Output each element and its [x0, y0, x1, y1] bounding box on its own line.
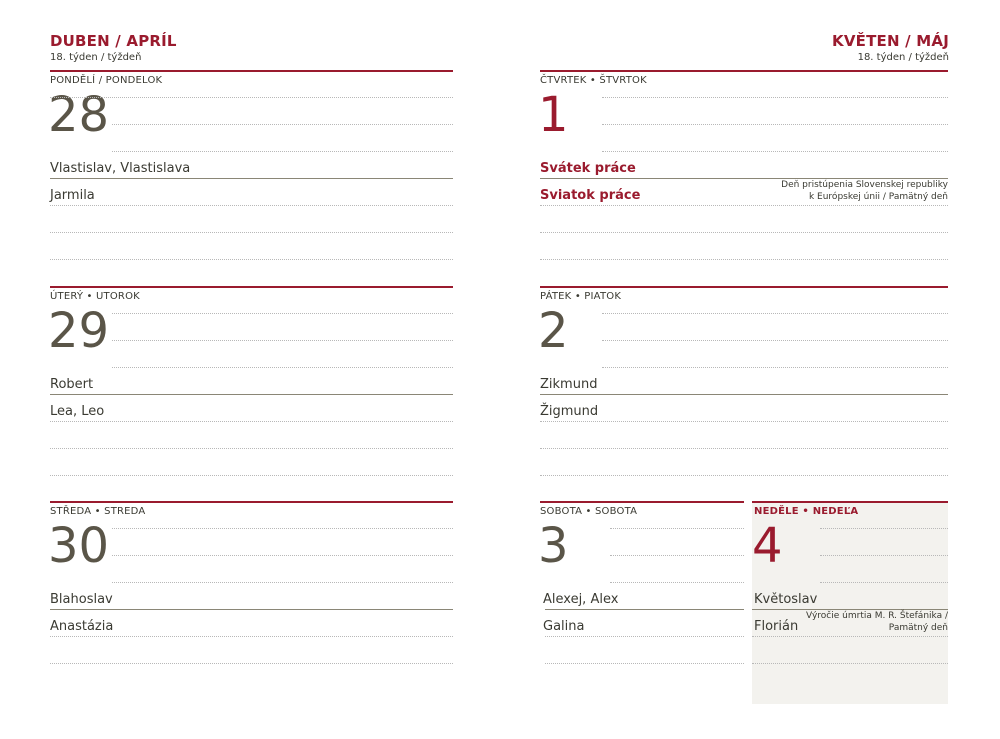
- name-day-primary: Květoslav: [754, 592, 818, 607]
- dotted-line: [545, 636, 744, 637]
- dotted-line: [50, 97, 453, 98]
- solid-line: [50, 178, 453, 179]
- day-name: SOBOTA • SOBOTA: [540, 506, 638, 517]
- day-number: 29: [48, 303, 110, 359]
- dotted-line: [540, 205, 948, 206]
- left-week-label: 18. týden / týždeň: [50, 52, 142, 63]
- day-rule: [540, 70, 948, 72]
- solid-line: [545, 609, 744, 610]
- day-rule: [540, 286, 948, 288]
- day-block-sunday[interactable]: [752, 501, 948, 701]
- right-week-label: 18. týden / týždeň: [857, 52, 949, 63]
- dotted-line: [820, 528, 948, 529]
- dotted-line: [50, 448, 453, 449]
- day-number: 28: [48, 87, 110, 143]
- name-day-secondary: Galina: [543, 619, 585, 634]
- dotted-line: [820, 555, 948, 556]
- day-number: 3: [538, 518, 569, 574]
- day-name: ÚTERÝ • UTOROK: [50, 291, 140, 302]
- dotted-line: [610, 555, 744, 556]
- name-day-secondary: Florián: [754, 619, 799, 634]
- commemoration-note: Deň pristúpenia Slovenskej republiky k Európskej únii / Pamätný deň: [781, 180, 948, 202]
- day-block-monday[interactable]: [50, 70, 453, 270]
- day-rule: [752, 501, 948, 503]
- left-month-title: DUBEN / APRÍL: [50, 32, 177, 50]
- dotted-line: [602, 367, 948, 368]
- commemoration-note: Výročie úmrtia M. R. Štefánika / Pamätný deň: [806, 611, 948, 633]
- day-name: NEDĚLE • NEDEĽA: [754, 506, 859, 517]
- dotted-line: [545, 663, 744, 664]
- day-number: 30: [48, 518, 110, 574]
- day-block-tuesday[interactable]: [50, 286, 453, 486]
- dotted-line: [112, 528, 453, 529]
- dotted-line: [50, 475, 453, 476]
- name-day-primary: Blahoslav: [50, 592, 113, 607]
- day-rule: [50, 70, 453, 72]
- day-name: PONDĚLÍ / PONDELOK: [50, 75, 163, 86]
- dotted-line: [50, 636, 453, 637]
- dotted-line: [50, 205, 453, 206]
- dotted-line: [540, 475, 948, 476]
- dotted-line: [752, 663, 948, 664]
- name-day-primary: Vlastislav, Vlastislava: [50, 161, 191, 176]
- name-day-primary: Zikmund: [540, 377, 598, 392]
- dotted-line: [112, 124, 453, 125]
- dotted-line: [540, 421, 948, 422]
- day-number: 2: [538, 303, 569, 359]
- dotted-line: [50, 663, 453, 664]
- dotted-line: [602, 340, 948, 341]
- dotted-line: [610, 582, 744, 583]
- dotted-line: [602, 313, 948, 314]
- dotted-line: [112, 555, 453, 556]
- day-rule: [50, 501, 453, 503]
- day-block-saturday[interactable]: [540, 501, 744, 701]
- day-block-friday[interactable]: [540, 286, 948, 486]
- name-day-secondary: Lea, Leo: [50, 404, 105, 419]
- day-block-thursday[interactable]: [540, 70, 948, 270]
- solid-line: [50, 394, 453, 395]
- name-day-secondary: Anastázia: [50, 619, 114, 634]
- dotted-line: [112, 367, 453, 368]
- dotted-line: [602, 124, 948, 125]
- dotted-line: [112, 340, 453, 341]
- name-day-secondary: Jarmila: [50, 188, 95, 203]
- dotted-line: [610, 528, 744, 529]
- day-rule: [540, 501, 744, 503]
- name-day-secondary: Žigmund: [540, 404, 599, 419]
- name-day-primary: Robert: [50, 377, 94, 392]
- holiday-slovak: Sviatok práce: [540, 188, 641, 203]
- dotted-line: [540, 232, 948, 233]
- day-name: STŘEDA • STREDA: [50, 506, 146, 517]
- dotted-line: [50, 232, 453, 233]
- dotted-line: [112, 313, 453, 314]
- dotted-line: [540, 448, 948, 449]
- day-name: PÁTEK • PIATOK: [540, 291, 622, 302]
- dotted-line: [820, 582, 948, 583]
- dotted-line: [112, 582, 453, 583]
- dotted-line: [752, 636, 948, 637]
- day-name: ČTVRTEK • ŠTVRTOK: [540, 75, 647, 86]
- dotted-line: [602, 151, 948, 152]
- dotted-line: [50, 259, 453, 260]
- day-number: 1: [538, 87, 569, 143]
- dotted-line: [112, 151, 453, 152]
- day-block-wednesday[interactable]: [50, 501, 453, 701]
- holiday-czech: Svátek práce: [540, 161, 636, 176]
- day-number: 4: [752, 518, 783, 574]
- dotted-line: [602, 97, 948, 98]
- dotted-line: [540, 259, 948, 260]
- dotted-line: [50, 421, 453, 422]
- solid-line: [540, 394, 948, 395]
- name-day-primary: Alexej, Alex: [543, 592, 619, 607]
- right-month-title: KVĚTEN / MÁJ: [832, 32, 949, 50]
- day-rule: [50, 286, 453, 288]
- solid-line: [50, 609, 453, 610]
